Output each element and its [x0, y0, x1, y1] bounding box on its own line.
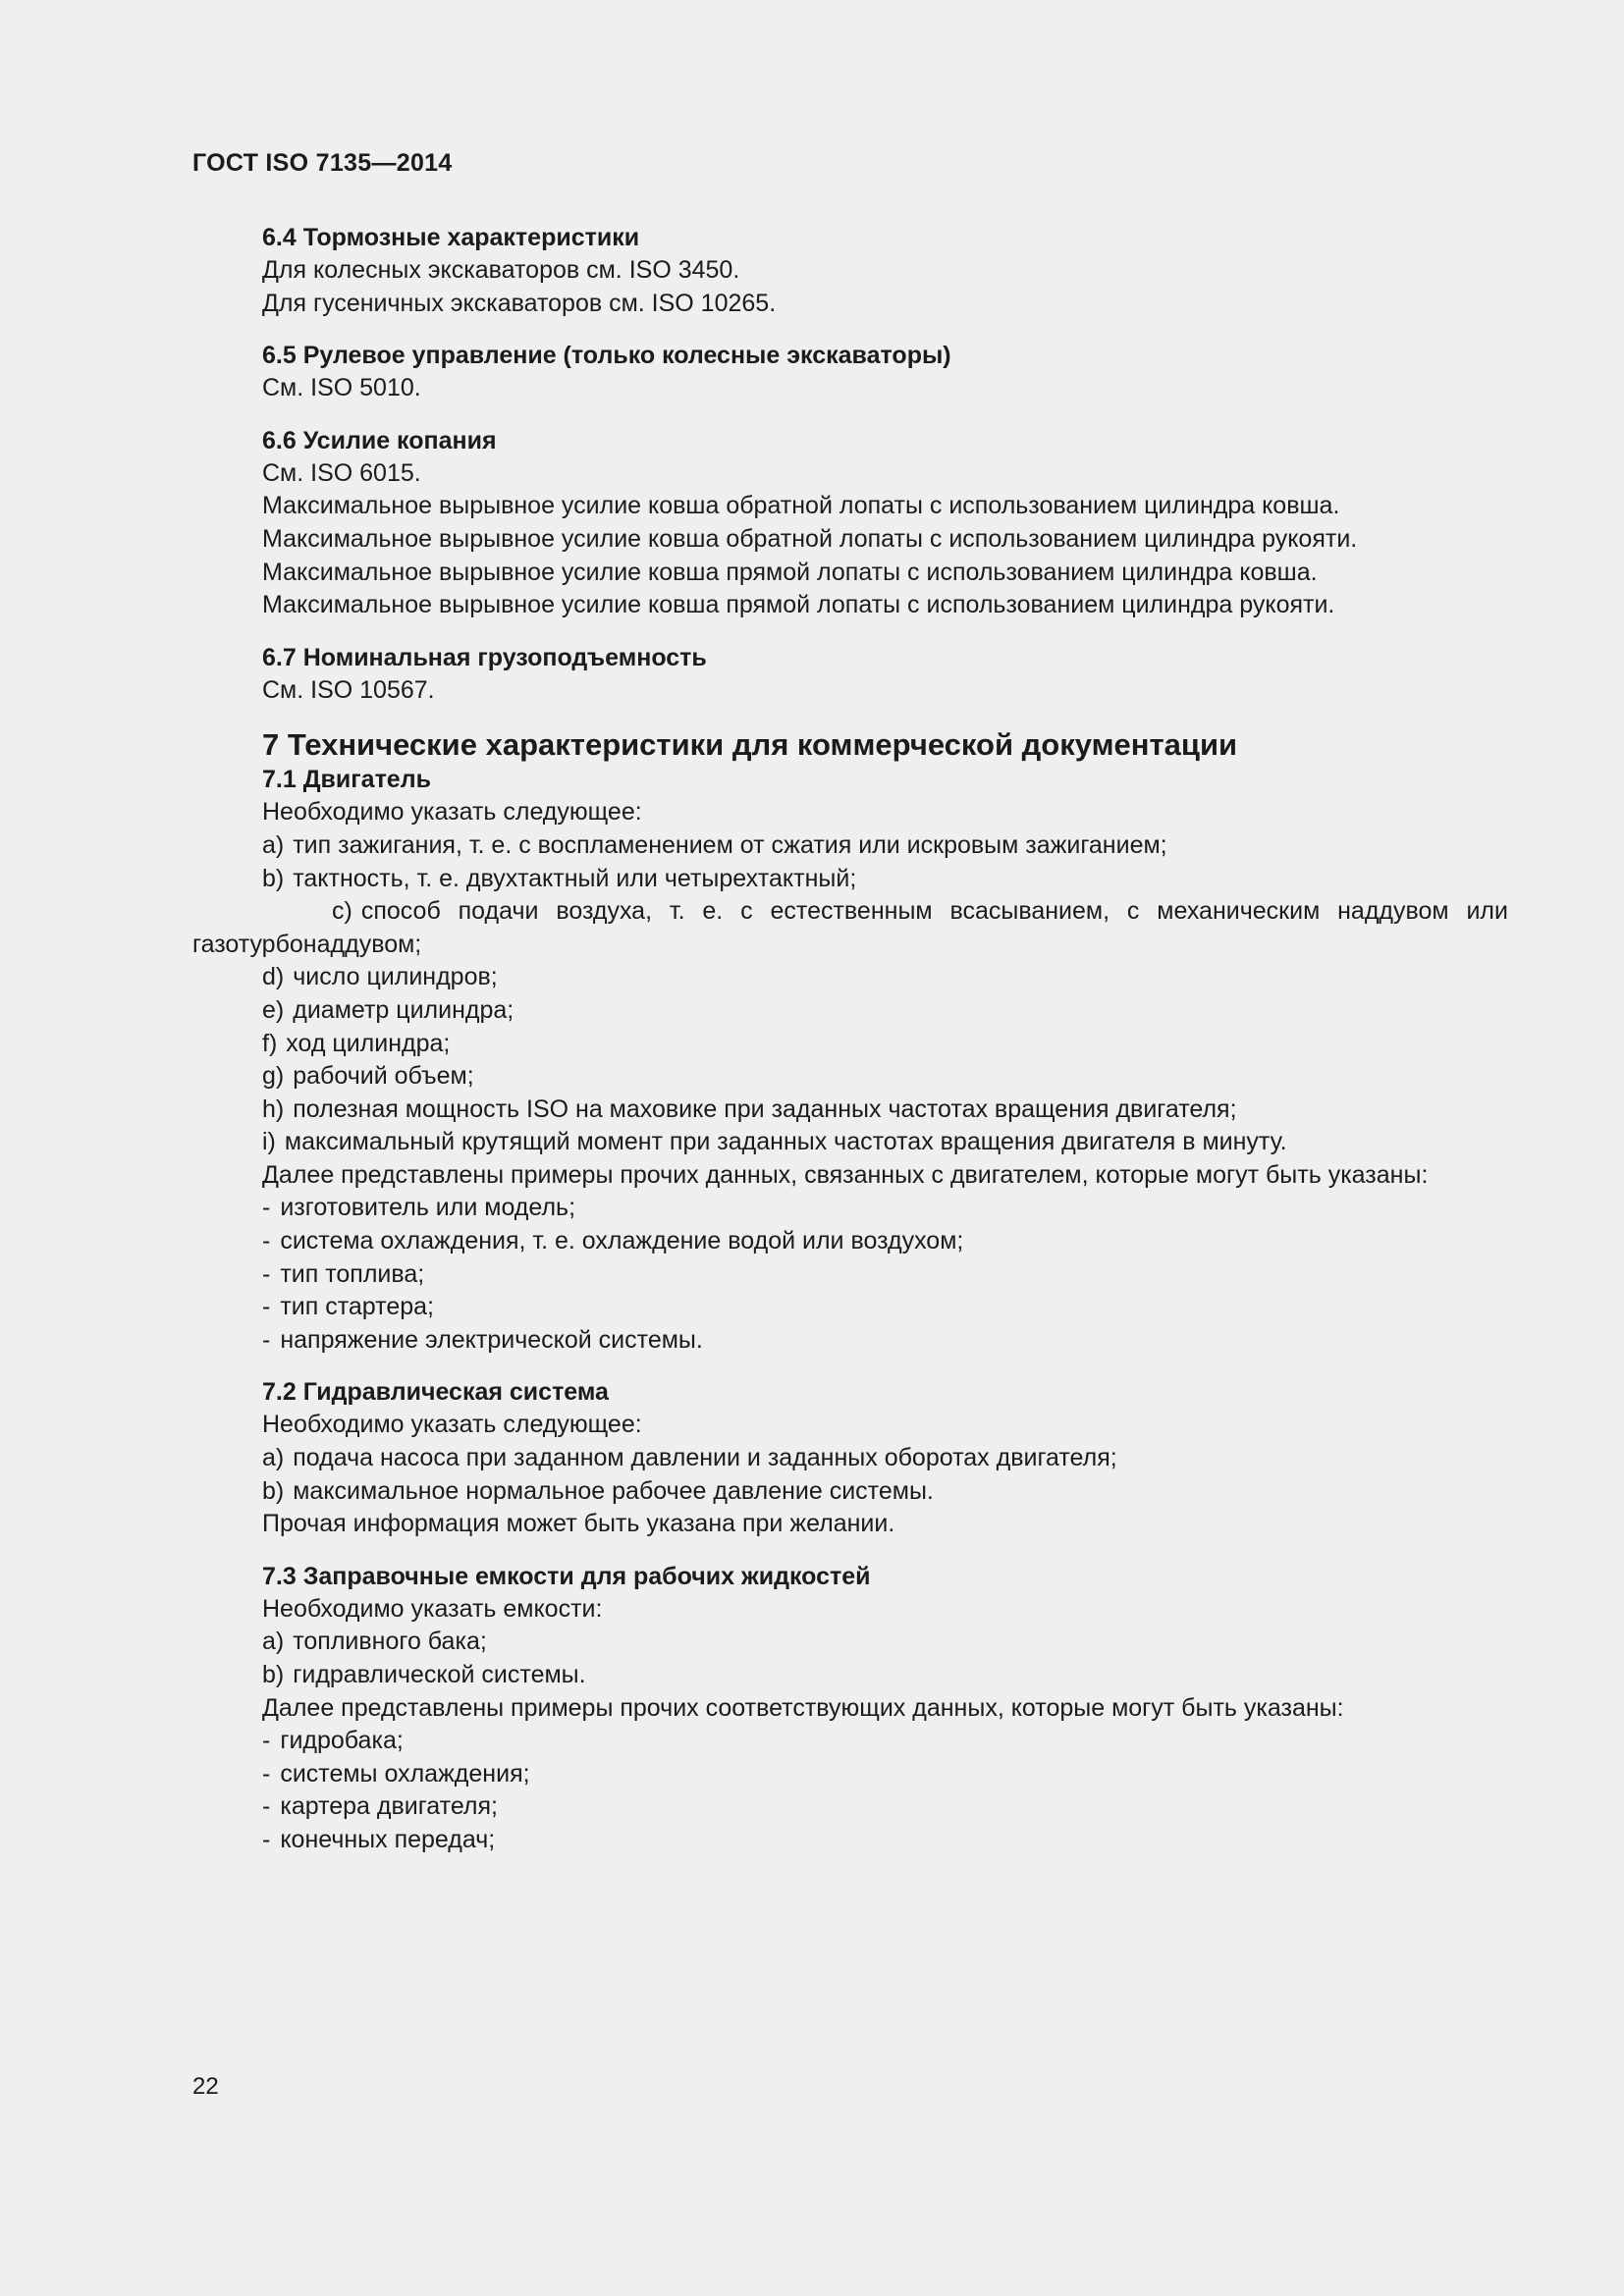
dash-marker: - — [262, 1259, 271, 1288]
list-item-label: а) — [262, 1444, 285, 1472]
paragraph: Для гусеничных экскаваторов см. ISO 10265. — [262, 289, 777, 317]
paragraph: Далее представлены примеры прочих соответствующих данных, которые могут быть указаны: — [262, 1693, 1344, 1722]
list-item-label: h) — [262, 1095, 285, 1123]
section-7-1 — [192, 764, 1508, 1357]
document-header: ГОСТ ISO 7135—2014 — [192, 149, 453, 177]
dash-marker: - — [262, 1792, 271, 1821]
list-item-text: число цилиндров; — [293, 963, 498, 991]
list-item — [192, 1028, 1508, 1061]
list-item-label: d) — [262, 963, 285, 991]
list-item — [192, 1094, 1508, 1127]
paragraph: Максимальное вырывное усилие ковша прямой лопаты с использованием цилиндра рукояти. — [262, 591, 1335, 619]
section-6-5 — [192, 340, 1508, 405]
paragraph: См. ISO 5010. — [262, 374, 421, 402]
list-item-text: максимальный крутящий момент при заданных частотах вращения двигателя в минуту. — [284, 1128, 1287, 1156]
dash-item — [192, 1258, 1508, 1292]
dash-item-text: тип стартера; — [280, 1293, 434, 1321]
paragraph: Необходимо указать следующее: — [262, 798, 642, 827]
list-item-text: полезная мощность ISO на маховике при заданных частотах вращения двигателя; — [293, 1095, 1237, 1123]
dash-marker: - — [262, 1825, 271, 1853]
list-item-label: i) — [262, 1128, 276, 1156]
list-item-label: b) — [262, 1661, 285, 1688]
list-item-text: тактность, т. е. двухтактный или четырехтактный; — [293, 864, 857, 892]
dash-item — [192, 1324, 1508, 1358]
dash-item — [192, 1192, 1508, 1225]
list-item-text: гидравлической системы. — [293, 1661, 586, 1688]
section-6-6 — [192, 425, 1508, 622]
section-heading: 7.3 Заправочные емкости для рабочих жидкостей — [262, 1562, 871, 1590]
paragraph: Максимальное вырывное усилие ковша прямой лопаты с использованием цилиндра ковша. — [262, 558, 1318, 586]
paragraph: Максимальное вырывное усилие ковша обратной лопаты с использованием цилиндра рукояти. — [262, 524, 1358, 553]
list-item — [192, 829, 1508, 863]
list-item-label: g) — [262, 1062, 285, 1091]
dash-marker: - — [262, 1325, 271, 1354]
list-item-text: подача насоса при заданном давлении и заданных оборотах двигателя; — [293, 1444, 1117, 1472]
paragraph: Необходимо указать емкости: — [262, 1594, 603, 1623]
section-6-7 — [192, 642, 1508, 708]
dash-item — [192, 1725, 1508, 1758]
list-item-label: b) — [262, 864, 285, 892]
list-item-text: способ подачи воздуха, т. е. с естественным всасыванием, с механическим наддувом или газотурбонаддувом; — [192, 897, 1508, 958]
dash-item-text: система охлаждения, т. е. охлаждение водой или воздухом; — [280, 1227, 964, 1255]
section-7-3 — [192, 1561, 1508, 1857]
section-7-2 — [192, 1376, 1508, 1540]
dash-item-text: гидробака; — [280, 1727, 404, 1755]
section-heading: 6.5 Рулевое управление (только колесные экскаваторы) — [262, 342, 951, 370]
dash-marker: - — [262, 1194, 271, 1222]
paragraph: Максимальное вырывное усилие ковша обратной лопаты с использованием цилиндра ковша. — [262, 492, 1340, 520]
page-number: 22 — [192, 2073, 219, 2100]
dash-item — [192, 1824, 1508, 1857]
paragraph: Для колесных экскаваторов см. ISO 3450. — [262, 256, 740, 284]
section-heading: 6.6 Усилие копания — [262, 426, 497, 454]
section-heading: 7.1 Двигатель — [262, 766, 431, 794]
list-item-text: максимальное нормальное рабочее давление системы. — [293, 1476, 934, 1505]
list-item — [192, 1060, 1508, 1094]
dash-item-text: тип топлива; — [280, 1259, 425, 1288]
list-item-text: диаметр цилиндра; — [293, 995, 514, 1024]
section-heading: 6.4 Тормозные характеристики — [262, 224, 640, 251]
dash-item-text: системы охлаждения; — [280, 1759, 530, 1788]
dash-item — [192, 1291, 1508, 1324]
section-heading: 6.7 Номинальная грузоподъемность — [262, 643, 707, 671]
dash-item-text: конечных передач; — [280, 1825, 496, 1853]
list-item-label: а) — [262, 1628, 285, 1656]
list-item-text: тип зажигания, т. е. с воспламенением от сжатия или искровым зажиганием; — [293, 830, 1167, 859]
dash-item — [192, 1758, 1508, 1791]
list-item — [192, 961, 1508, 994]
dash-marker: - — [262, 1759, 271, 1788]
dash-item — [192, 1790, 1508, 1824]
list-item — [192, 994, 1508, 1028]
paragraph: Прочая информация может быть указана при желании. — [262, 1510, 895, 1538]
list-item-text: топливного бака; — [293, 1628, 487, 1656]
list-item — [192, 1475, 1508, 1509]
list-item — [192, 1442, 1508, 1475]
dash-item-text: изготовитель или модель; — [280, 1194, 576, 1222]
list-item-label: b) — [262, 1476, 285, 1505]
list-item-label: а) — [262, 830, 285, 859]
dash-item-text: картера двигателя; — [280, 1792, 498, 1821]
section-6-4 — [192, 222, 1508, 320]
paragraph: См. ISO 10567. — [262, 675, 435, 704]
paragraph: Необходимо указать следующее: — [262, 1411, 642, 1439]
dash-marker: - — [262, 1227, 271, 1255]
list-item-label: f) — [262, 1029, 278, 1057]
dash-marker: - — [262, 1727, 271, 1755]
list-item-label: е) — [262, 995, 285, 1024]
list-item — [192, 863, 1508, 896]
list-item-text: рабочий объем; — [293, 1062, 474, 1091]
document-body — [192, 222, 1508, 1877]
list-item — [192, 1659, 1508, 1692]
paragraph: См. ISO 6015. — [262, 458, 421, 487]
chapter-heading: 7 Технические характеристики для коммерческой документации — [262, 727, 1238, 763]
list-item-label: с) — [332, 897, 352, 926]
dash-item — [192, 1225, 1508, 1258]
list-item — [192, 1626, 1508, 1659]
paragraph: Далее представлены примеры прочих данных, связанных с двигателем, которые могут быть указаны: — [262, 1160, 1429, 1189]
list-item — [192, 895, 1508, 961]
list-item-text: ход цилиндра; — [286, 1029, 451, 1057]
list-item — [192, 1126, 1508, 1159]
section-heading: 7.2 Гидравлическая система — [262, 1378, 609, 1407]
dash-item-text: напряжение электрической системы. — [280, 1325, 703, 1354]
dash-marker: - — [262, 1293, 271, 1321]
